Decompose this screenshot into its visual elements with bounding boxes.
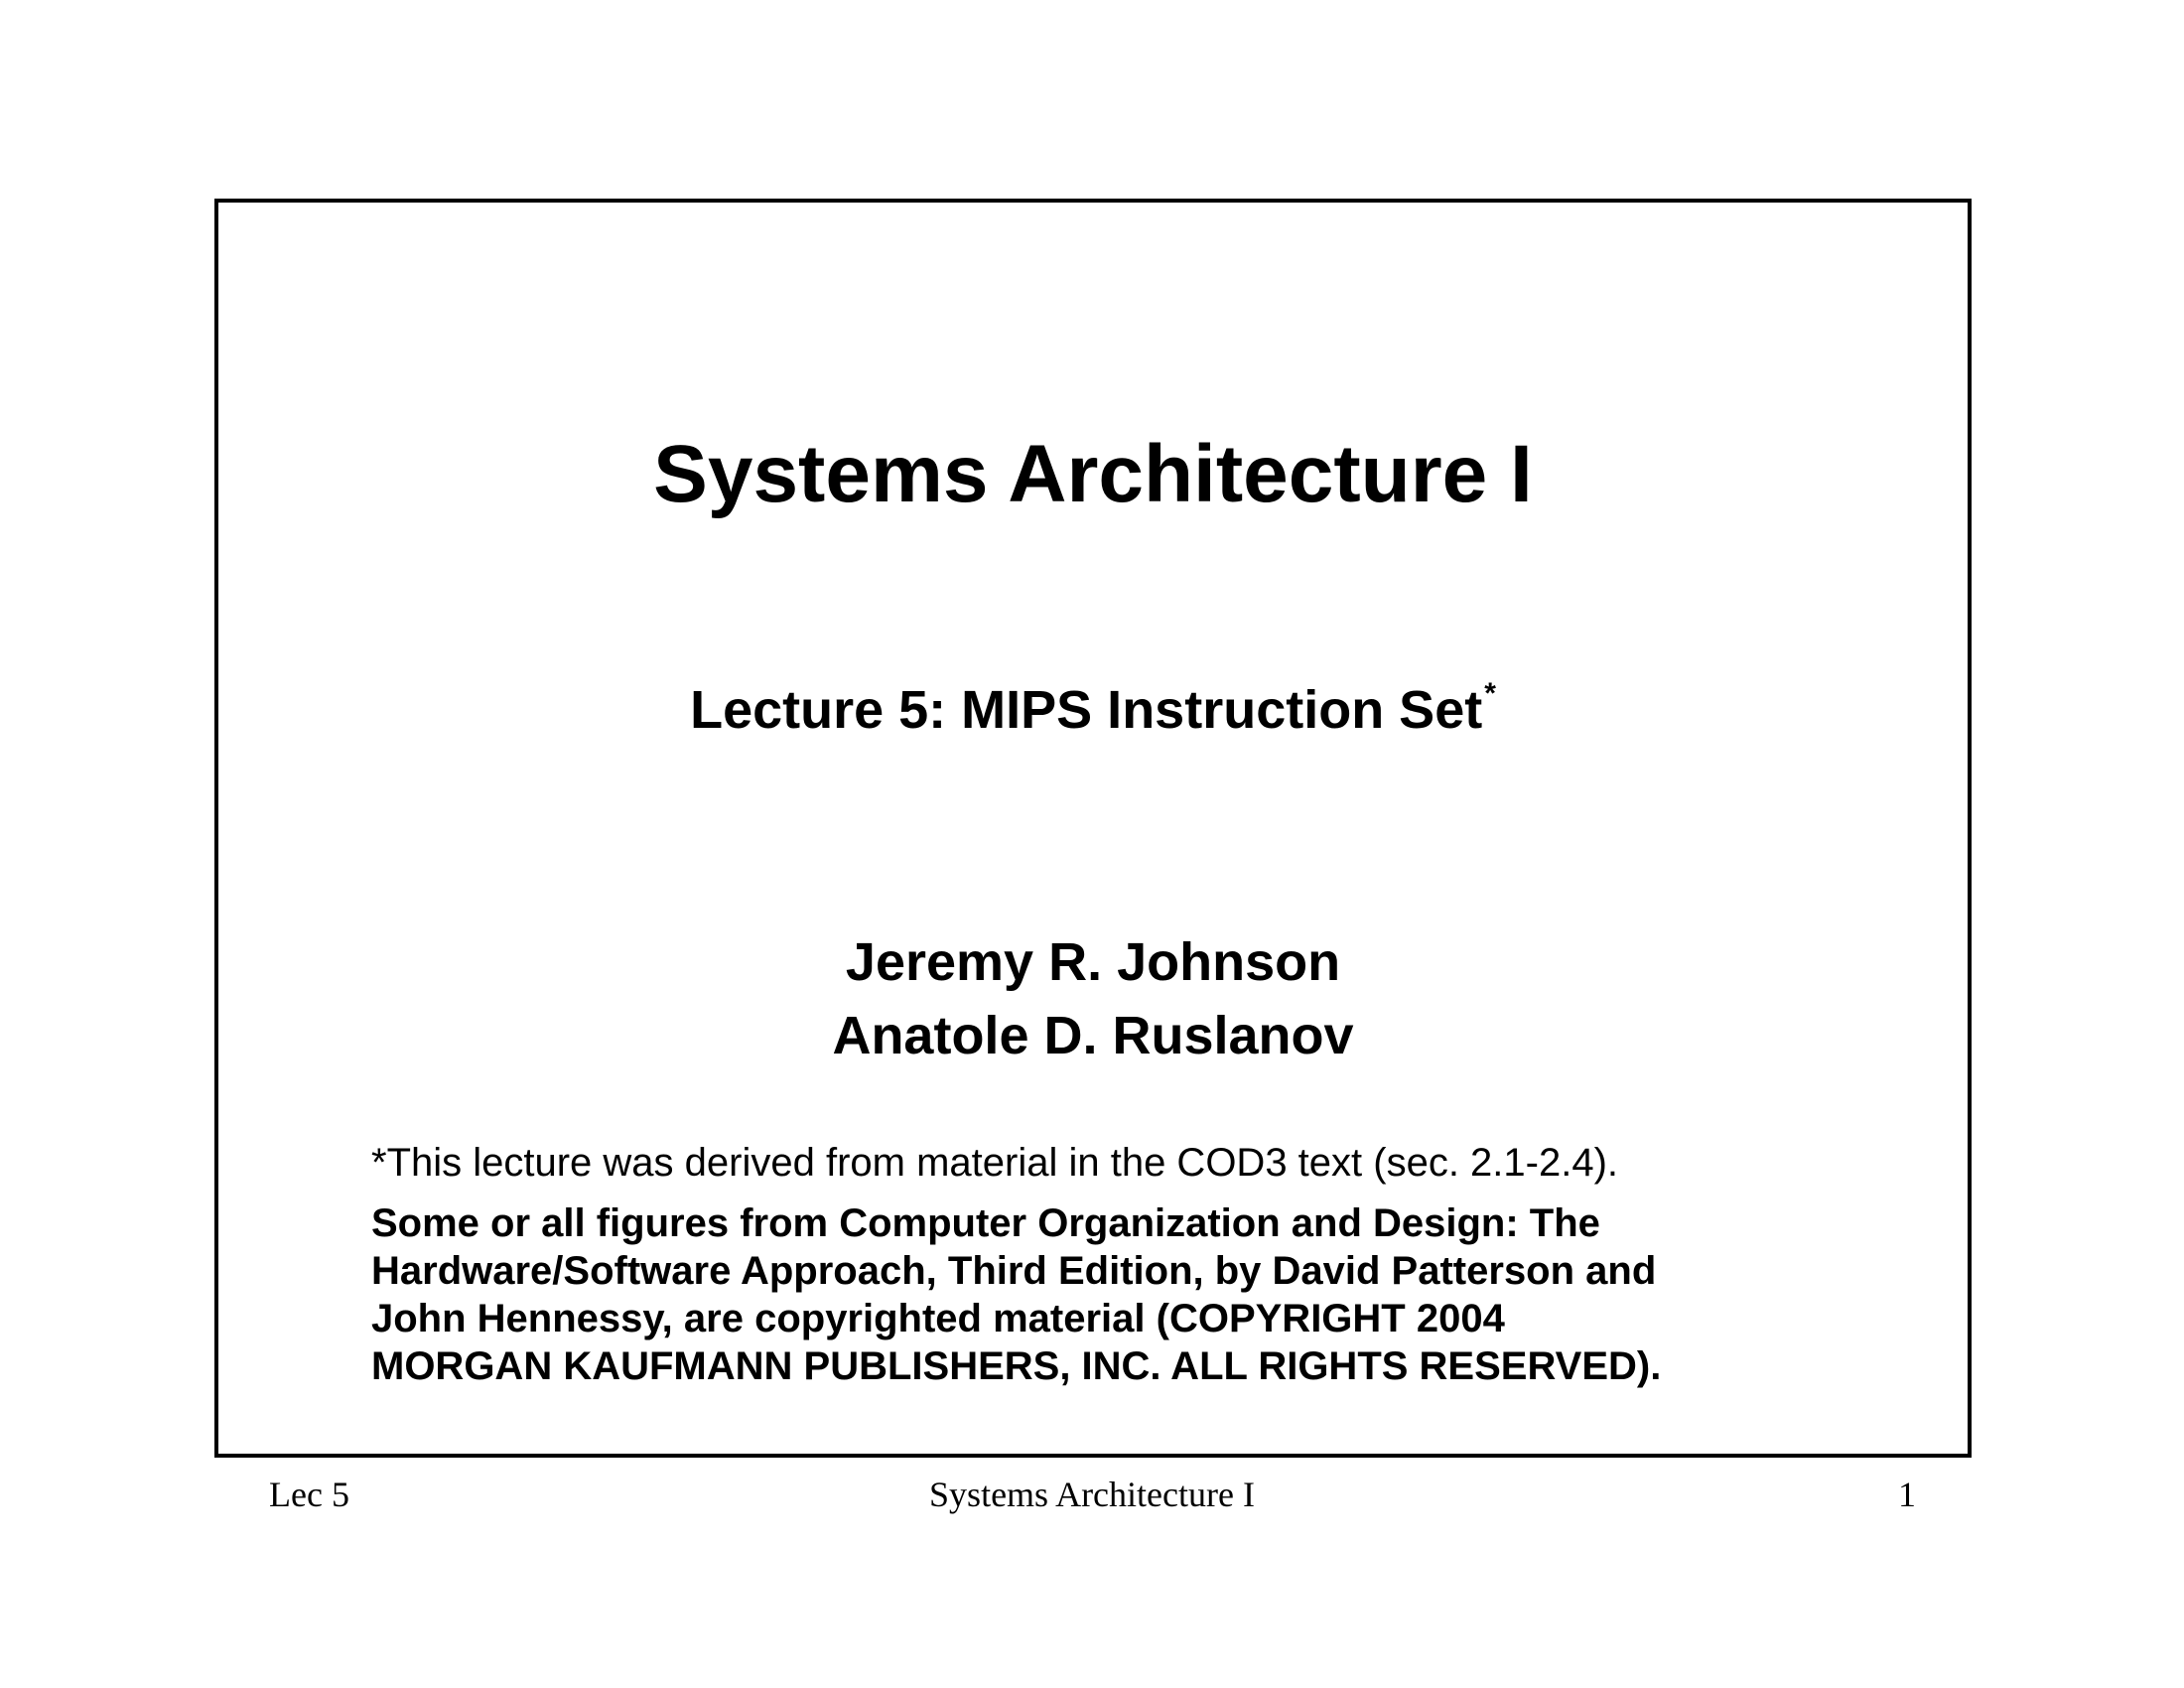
- copyright-line: Some or all figures from Computer Organization and Design: The: [371, 1201, 1600, 1245]
- copyright-line: John Hennessy, are copyrighted material (COPYRIGHT 2004: [371, 1297, 1505, 1340]
- footer-page-number: 1: [1898, 1475, 1916, 1514]
- author-name: Jeremy R. Johnson: [845, 932, 1341, 992]
- footnote-marker: *: [1484, 677, 1496, 710]
- slide-frame: [214, 199, 1972, 1458]
- source-footnote: *This lecture was derived from material in the COD3 text (sec. 2.1-2.4).: [371, 1141, 1619, 1185]
- copyright-notice: [371, 1199, 1661, 1390]
- footer-lecture-label: Lec 5: [269, 1475, 349, 1514]
- lecture-subtitle: [218, 677, 1968, 740]
- author-list: [218, 925, 1968, 1072]
- slide-title: Systems Architecture I: [653, 429, 1533, 519]
- footer-course-title: Systems Architecture I: [929, 1475, 1255, 1514]
- copyright-line: Hardware/Software Approach, Third Edition, by David Patterson and: [371, 1249, 1657, 1293]
- author-name: Anatole D. Ruslanov: [832, 1006, 1354, 1065]
- copyright-line: MORGAN KAUFMANN PUBLISHERS, INC. ALL RIGHTS RESERVED).: [371, 1344, 1662, 1388]
- lecture-subtitle-text: Lecture 5: MIPS Instruction Set: [690, 680, 1483, 740]
